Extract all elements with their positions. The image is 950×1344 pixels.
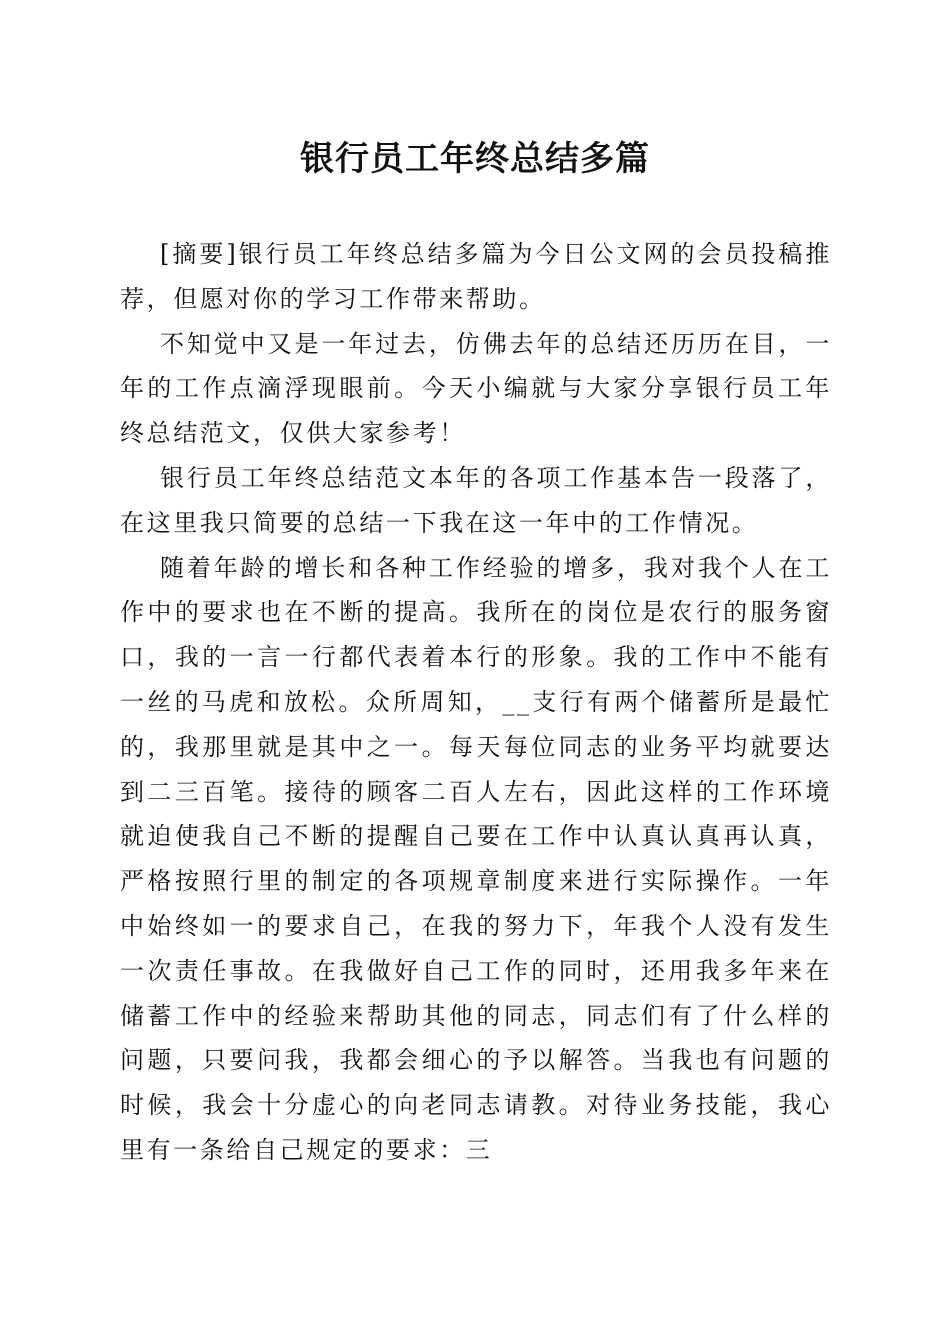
document-body bbox=[120, 232, 832, 1173]
paragraph-intro: 不知觉中又是一年过去，仿佛去年的总结还历历在目，一年的工作点滴浮现眼前。今天小编就与大家分享银行员工年终总结范文，仅供大家参考！ bbox=[120, 329, 832, 448]
paragraph-work-details: 随着年龄的增长和各种工作经验的增多，我对我个人在工作中的要求也在不断的提高。我所在的岗位是农行的服务窗口，我的一言一行都代表着本行的形象。我的工作中不能有一丝的马虎和放松。众所周知，__支行有两个储蓄所是最忙的，我那里就是其中之一。每天每位同志的业务平均就要达到二三百笔。接待的顾客二百人左右，因此这样的工作环境就迫使我自己不断的提醒自己要在工作中认真认真再认真，严格按照行里的制定的各项规章制度来进行实际操作。一年中始终如一的要求自己，在我的努力下，年我个人没有发生一次责任事故。在我做好自己工作的同时，还用我多年来在储蓄工作中的经验来帮助其他的同志，同志们有了什么样的问题，只要问我，我都会细心的予以解答。当我也有问题的时候，我会十分虚心的向老同志请教。对待业务技能，我心里有一条给自己规定的要求：三 bbox=[120, 553, 832, 1164]
document-title: 银行员工年终总结多篇 bbox=[300, 139, 650, 179]
paragraph-overview: 银行员工年终总结范文本年的各项工作基本告一段落了，在这里我只简要的总结一下我在这一年中的工作情况。 bbox=[120, 463, 832, 537]
paragraph-abstract: [摘要]银行员工年终总结多篇为今日公文网的会员投稿推荐，但愿对你的学习工作带来帮助。 bbox=[120, 240, 832, 313]
